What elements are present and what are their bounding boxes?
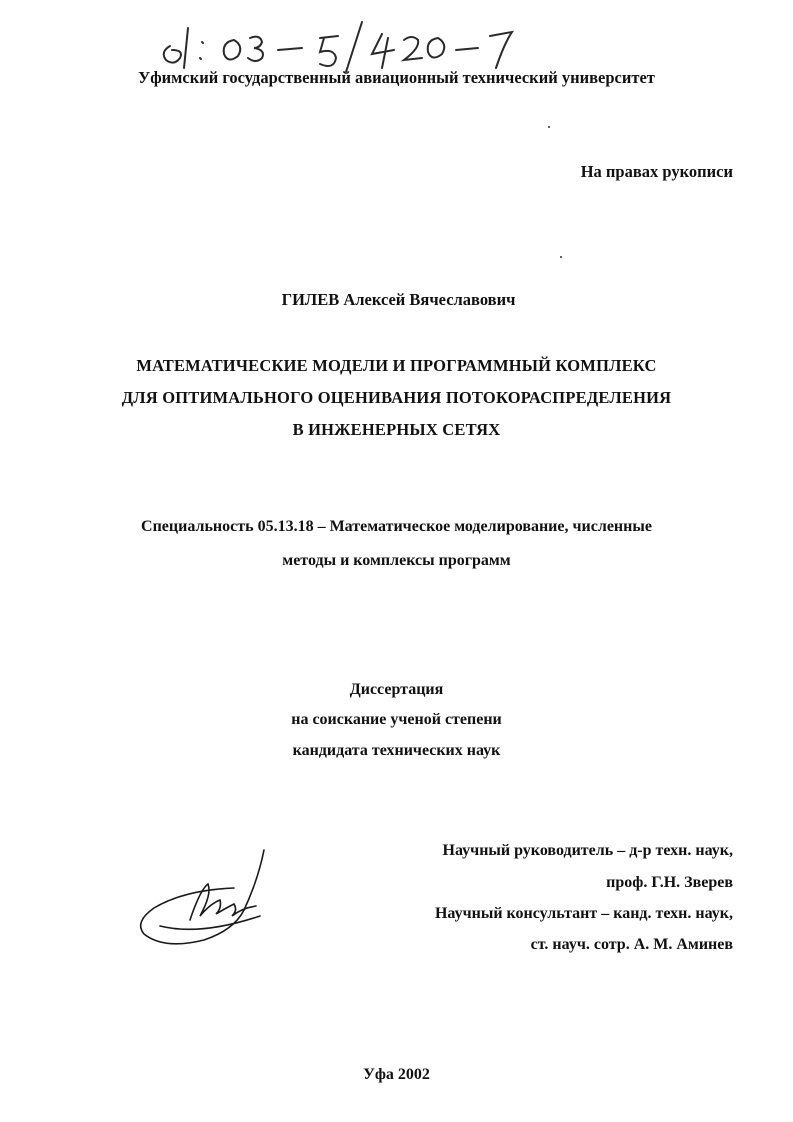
degree-line: Диссертация — [349, 681, 444, 698]
author-signature — [130, 840, 290, 950]
degree-line: на соискание ученой степени — [291, 711, 502, 728]
title-line: ДЛЯ ОПТИМАЛЬНОГО ОЦЕНИВАНИЯ ПОТОКОРАСПРЕДЕЛЕНИЯ — [121, 388, 672, 407]
title-line: В ИНЖЕНЕРНЫХ СЕТЯХ — [292, 420, 501, 439]
advisor-line: Научный руководитель – д-р техн. наук, — [442, 842, 733, 859]
advisor-line: ст. науч. сотр. А. М. Аминев — [530, 936, 733, 953]
scan-speck — [560, 256, 562, 258]
university-name: Уфимский государственный авиационный технический университет — [138, 68, 655, 87]
specialty-line: методы и комплексы программ — [282, 552, 511, 569]
specialty-line: Специальность 05.13.18 – Математическое моделирование, численные — [141, 518, 652, 535]
advisor-line: проф. Г.Н. Зверев — [606, 874, 733, 891]
advisor-line: Научный консультант – канд. техн. наук, — [434, 905, 733, 922]
city-year: Уфа 2002 — [363, 1066, 430, 1083]
author-name: ГИЛЕВ Алексей Вячеславович — [281, 290, 516, 309]
scan-speck — [548, 126, 550, 128]
degree-line: кандидата технических наук — [292, 742, 501, 759]
title-line: МАТЕМАТИЧЕСКИЕ МОДЕЛИ И ПРОГРАММНЫЙ КОМПЛЕКС — [136, 356, 657, 375]
manuscript-rights-label: На правах рукописи — [580, 162, 733, 181]
